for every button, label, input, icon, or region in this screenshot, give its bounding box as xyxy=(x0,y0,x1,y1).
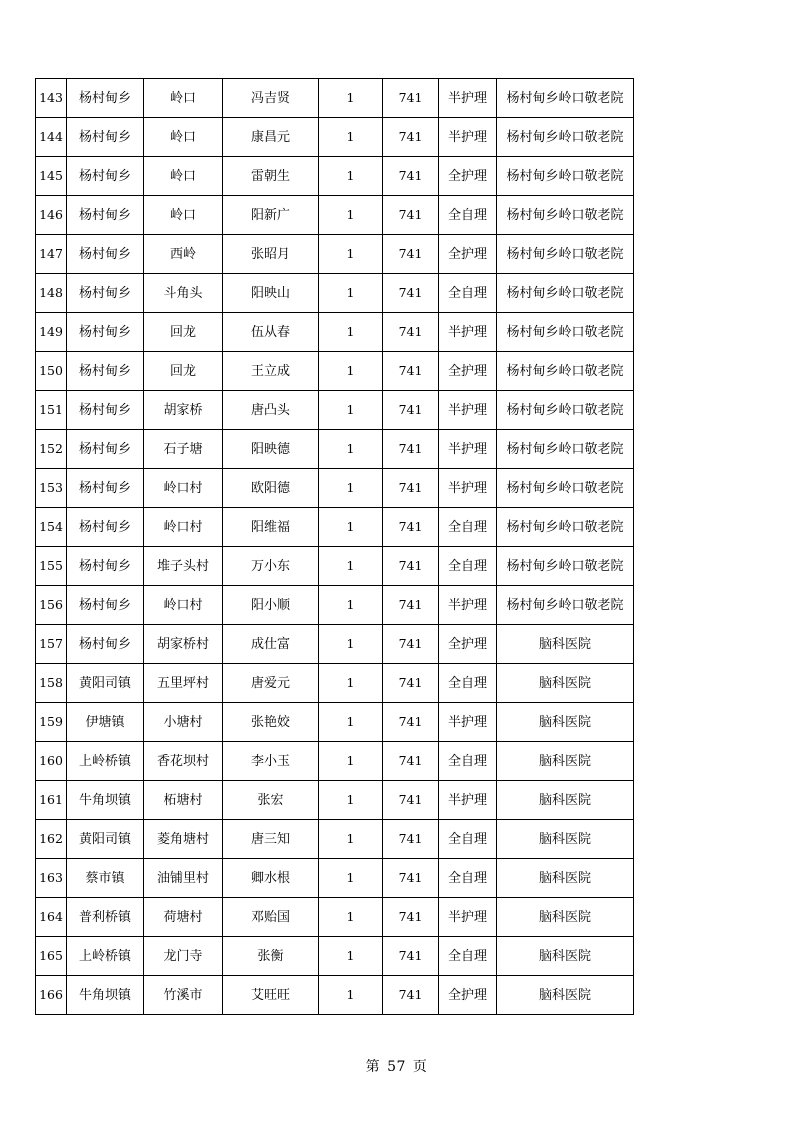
count-cell: 1 xyxy=(319,586,383,625)
count-cell: 1 xyxy=(319,742,383,781)
institution-cell: 杨村甸乡岭口敬老院 xyxy=(497,430,634,469)
count-cell: 1 xyxy=(319,274,383,313)
row-number-cell: 163 xyxy=(36,859,67,898)
care-level-cell: 全护理 xyxy=(439,976,497,1015)
row-number-cell: 149 xyxy=(36,313,67,352)
care-level-cell: 半护理 xyxy=(439,430,497,469)
name-cell: 张艳姣 xyxy=(223,703,319,742)
township-cell: 杨村甸乡 xyxy=(67,157,144,196)
amount-cell: 741 xyxy=(383,664,439,703)
township-cell: 杨村甸乡 xyxy=(67,352,144,391)
amount-cell: 741 xyxy=(383,781,439,820)
name-cell: 邓贻国 xyxy=(223,898,319,937)
row-number-cell: 148 xyxy=(36,274,67,313)
township-cell: 上岭桥镇 xyxy=(67,937,144,976)
amount-cell: 741 xyxy=(383,274,439,313)
row-number-cell: 158 xyxy=(36,664,67,703)
township-cell: 杨村甸乡 xyxy=(67,586,144,625)
township-cell: 伊塘镇 xyxy=(67,703,144,742)
village-cell: 小塘村 xyxy=(144,703,223,742)
amount-cell: 741 xyxy=(383,508,439,547)
township-cell: 杨村甸乡 xyxy=(67,118,144,157)
count-cell: 1 xyxy=(319,937,383,976)
amount-cell: 741 xyxy=(383,235,439,274)
amount-cell: 741 xyxy=(383,79,439,118)
table-row xyxy=(36,508,634,547)
row-number-cell: 144 xyxy=(36,118,67,157)
table-row xyxy=(36,664,634,703)
data-table xyxy=(35,78,634,1015)
care-level-cell: 全自理 xyxy=(439,274,497,313)
village-cell: 香花坝村 xyxy=(144,742,223,781)
village-cell: 胡家桥 xyxy=(144,391,223,430)
name-cell: 万小东 xyxy=(223,547,319,586)
care-level-cell: 半护理 xyxy=(439,118,497,157)
care-level-cell: 全护理 xyxy=(439,235,497,274)
row-number-cell: 146 xyxy=(36,196,67,235)
amount-cell: 741 xyxy=(383,703,439,742)
count-cell: 1 xyxy=(319,898,383,937)
name-cell: 欧阳德 xyxy=(223,469,319,508)
village-cell: 胡家桥村 xyxy=(144,625,223,664)
name-cell: 李小玉 xyxy=(223,742,319,781)
name-cell: 张衡 xyxy=(223,937,319,976)
name-cell: 雷朝生 xyxy=(223,157,319,196)
count-cell: 1 xyxy=(319,157,383,196)
village-cell: 岭口村 xyxy=(144,508,223,547)
table-row xyxy=(36,235,634,274)
care-level-cell: 全自理 xyxy=(439,820,497,859)
village-cell: 回龙 xyxy=(144,313,223,352)
township-cell: 杨村甸乡 xyxy=(67,469,144,508)
count-cell: 1 xyxy=(319,508,383,547)
institution-cell: 脑科医院 xyxy=(497,820,634,859)
institution-cell: 杨村甸乡岭口敬老院 xyxy=(497,391,634,430)
count-cell: 1 xyxy=(319,547,383,586)
village-cell: 岭口村 xyxy=(144,586,223,625)
institution-cell: 杨村甸乡岭口敬老院 xyxy=(497,118,634,157)
count-cell: 1 xyxy=(319,625,383,664)
count-cell: 1 xyxy=(319,664,383,703)
count-cell: 1 xyxy=(319,352,383,391)
amount-cell: 741 xyxy=(383,313,439,352)
institution-cell: 杨村甸乡岭口敬老院 xyxy=(497,313,634,352)
name-cell: 阳小顺 xyxy=(223,586,319,625)
row-number-cell: 152 xyxy=(36,430,67,469)
row-number-cell: 159 xyxy=(36,703,67,742)
amount-cell: 741 xyxy=(383,820,439,859)
table-row xyxy=(36,79,634,118)
care-level-cell: 半护理 xyxy=(439,586,497,625)
township-cell: 黄阳司镇 xyxy=(67,820,144,859)
institution-cell: 杨村甸乡岭口敬老院 xyxy=(497,586,634,625)
township-cell: 杨村甸乡 xyxy=(67,547,144,586)
row-number-cell: 160 xyxy=(36,742,67,781)
village-cell: 岭口 xyxy=(144,118,223,157)
table-row xyxy=(36,586,634,625)
table-row xyxy=(36,313,634,352)
amount-cell: 741 xyxy=(383,547,439,586)
township-cell: 杨村甸乡 xyxy=(67,235,144,274)
care-level-cell: 全自理 xyxy=(439,508,497,547)
township-cell: 杨村甸乡 xyxy=(67,391,144,430)
amount-cell: 741 xyxy=(383,937,439,976)
table-row xyxy=(36,703,634,742)
row-number-cell: 166 xyxy=(36,976,67,1015)
township-cell: 杨村甸乡 xyxy=(67,313,144,352)
row-number-cell: 150 xyxy=(36,352,67,391)
row-number-cell: 157 xyxy=(36,625,67,664)
township-cell: 蔡市镇 xyxy=(67,859,144,898)
name-cell: 阳新广 xyxy=(223,196,319,235)
village-cell: 菱角塘村 xyxy=(144,820,223,859)
village-cell: 竹溪市 xyxy=(144,976,223,1015)
row-number-cell: 143 xyxy=(36,79,67,118)
count-cell: 1 xyxy=(319,469,383,508)
footer-prefix: 第 xyxy=(365,1059,381,1075)
row-number-cell: 162 xyxy=(36,820,67,859)
count-cell: 1 xyxy=(319,976,383,1015)
table-row xyxy=(36,469,634,508)
amount-cell: 741 xyxy=(383,469,439,508)
page-footer xyxy=(0,1056,793,1076)
name-cell: 伍从春 xyxy=(223,313,319,352)
amount-cell: 741 xyxy=(383,586,439,625)
institution-cell: 杨村甸乡岭口敬老院 xyxy=(497,157,634,196)
name-cell: 张宏 xyxy=(223,781,319,820)
institution-cell: 杨村甸乡岭口敬老院 xyxy=(497,469,634,508)
care-level-cell: 全自理 xyxy=(439,742,497,781)
village-cell: 堆子头村 xyxy=(144,547,223,586)
row-number-cell: 164 xyxy=(36,898,67,937)
care-level-cell: 半护理 xyxy=(439,469,497,508)
institution-cell: 脑科医院 xyxy=(497,976,634,1015)
care-level-cell: 全自理 xyxy=(439,196,497,235)
village-cell: 五里坪村 xyxy=(144,664,223,703)
name-cell: 唐爱元 xyxy=(223,664,319,703)
name-cell: 唐凸头 xyxy=(223,391,319,430)
institution-cell: 杨村甸乡岭口敬老院 xyxy=(497,547,634,586)
name-cell: 冯吉贤 xyxy=(223,79,319,118)
table-row xyxy=(36,118,634,157)
footer-suffix: 页 xyxy=(412,1059,428,1075)
institution-cell: 杨村甸乡岭口敬老院 xyxy=(497,79,634,118)
township-cell: 上岭桥镇 xyxy=(67,742,144,781)
care-level-cell: 半护理 xyxy=(439,781,497,820)
village-cell: 回龙 xyxy=(144,352,223,391)
count-cell: 1 xyxy=(319,391,383,430)
care-level-cell: 全自理 xyxy=(439,547,497,586)
name-cell: 阳映山 xyxy=(223,274,319,313)
institution-cell: 脑科医院 xyxy=(497,859,634,898)
amount-cell: 741 xyxy=(383,352,439,391)
count-cell: 1 xyxy=(319,781,383,820)
institution-cell: 脑科医院 xyxy=(497,625,634,664)
row-number-cell: 165 xyxy=(36,937,67,976)
institution-cell: 杨村甸乡岭口敬老院 xyxy=(497,235,634,274)
count-cell: 1 xyxy=(319,430,383,469)
row-number-cell: 151 xyxy=(36,391,67,430)
institution-cell: 脑科医院 xyxy=(497,898,634,937)
village-cell: 岭口 xyxy=(144,196,223,235)
township-cell: 牛角坝镇 xyxy=(67,976,144,1015)
township-cell: 牛角坝镇 xyxy=(67,781,144,820)
table-row xyxy=(36,196,634,235)
township-cell: 杨村甸乡 xyxy=(67,508,144,547)
township-cell: 杨村甸乡 xyxy=(67,79,144,118)
care-level-cell: 半护理 xyxy=(439,703,497,742)
name-cell: 卿水根 xyxy=(223,859,319,898)
count-cell: 1 xyxy=(319,820,383,859)
count-cell: 1 xyxy=(319,703,383,742)
table-row xyxy=(36,937,634,976)
name-cell: 成仕富 xyxy=(223,625,319,664)
village-cell: 斗角头 xyxy=(144,274,223,313)
name-cell: 唐三知 xyxy=(223,820,319,859)
table-row xyxy=(36,820,634,859)
care-level-cell: 全护理 xyxy=(439,157,497,196)
row-number-cell: 153 xyxy=(36,469,67,508)
village-cell: 龙门寺 xyxy=(144,937,223,976)
care-level-cell: 半护理 xyxy=(439,79,497,118)
care-level-cell: 全护理 xyxy=(439,625,497,664)
row-number-cell: 147 xyxy=(36,235,67,274)
amount-cell: 741 xyxy=(383,391,439,430)
township-cell: 黄阳司镇 xyxy=(67,664,144,703)
row-number-cell: 145 xyxy=(36,157,67,196)
table-row xyxy=(36,547,634,586)
row-number-cell: 156 xyxy=(36,586,67,625)
institution-cell: 脑科医院 xyxy=(497,742,634,781)
table-row xyxy=(36,742,634,781)
table-row xyxy=(36,625,634,664)
table-row xyxy=(36,352,634,391)
amount-cell: 741 xyxy=(383,118,439,157)
institution-cell: 杨村甸乡岭口敬老院 xyxy=(497,352,634,391)
row-number-cell: 161 xyxy=(36,781,67,820)
care-level-cell: 全自理 xyxy=(439,664,497,703)
institution-cell: 脑科医院 xyxy=(497,781,634,820)
village-cell: 荷塘村 xyxy=(144,898,223,937)
township-cell: 杨村甸乡 xyxy=(67,196,144,235)
row-number-cell: 154 xyxy=(36,508,67,547)
count-cell: 1 xyxy=(319,196,383,235)
village-cell: 西岭 xyxy=(144,235,223,274)
township-cell: 普利桥镇 xyxy=(67,898,144,937)
amount-cell: 741 xyxy=(383,430,439,469)
table-row xyxy=(36,430,634,469)
care-level-cell: 半护理 xyxy=(439,391,497,430)
amount-cell: 741 xyxy=(383,742,439,781)
count-cell: 1 xyxy=(319,313,383,352)
table-row xyxy=(36,781,634,820)
village-cell: 柘塘村 xyxy=(144,781,223,820)
page-number: 57 xyxy=(387,1059,406,1075)
amount-cell: 741 xyxy=(383,196,439,235)
village-cell: 油铺里村 xyxy=(144,859,223,898)
care-level-cell: 全自理 xyxy=(439,859,497,898)
row-number-cell: 155 xyxy=(36,547,67,586)
amount-cell: 741 xyxy=(383,976,439,1015)
table-row xyxy=(36,391,634,430)
name-cell: 康昌元 xyxy=(223,118,319,157)
name-cell: 王立成 xyxy=(223,352,319,391)
institution-cell: 杨村甸乡岭口敬老院 xyxy=(497,274,634,313)
township-cell: 杨村甸乡 xyxy=(67,274,144,313)
count-cell: 1 xyxy=(319,118,383,157)
institution-cell: 脑科医院 xyxy=(497,664,634,703)
table-row xyxy=(36,859,634,898)
table-row xyxy=(36,898,634,937)
count-cell: 1 xyxy=(319,859,383,898)
table-row xyxy=(36,976,634,1015)
name-cell: 阳维福 xyxy=(223,508,319,547)
count-cell: 1 xyxy=(319,79,383,118)
care-level-cell: 半护理 xyxy=(439,898,497,937)
village-cell: 岭口 xyxy=(144,79,223,118)
institution-cell: 脑科医院 xyxy=(497,703,634,742)
institution-cell: 杨村甸乡岭口敬老院 xyxy=(497,196,634,235)
village-cell: 岭口 xyxy=(144,157,223,196)
care-level-cell: 全护理 xyxy=(439,352,497,391)
amount-cell: 741 xyxy=(383,859,439,898)
table-row xyxy=(36,157,634,196)
name-cell: 阳映德 xyxy=(223,430,319,469)
institution-cell: 脑科医院 xyxy=(497,937,634,976)
name-cell: 艾旺旺 xyxy=(223,976,319,1015)
table-row xyxy=(36,274,634,313)
care-level-cell: 半护理 xyxy=(439,313,497,352)
institution-cell: 杨村甸乡岭口敬老院 xyxy=(497,508,634,547)
amount-cell: 741 xyxy=(383,898,439,937)
village-cell: 石子塘 xyxy=(144,430,223,469)
name-cell: 张昭月 xyxy=(223,235,319,274)
care-level-cell: 全自理 xyxy=(439,937,497,976)
township-cell: 杨村甸乡 xyxy=(67,625,144,664)
amount-cell: 741 xyxy=(383,625,439,664)
count-cell: 1 xyxy=(319,235,383,274)
amount-cell: 741 xyxy=(383,157,439,196)
village-cell: 岭口村 xyxy=(144,469,223,508)
township-cell: 杨村甸乡 xyxy=(67,430,144,469)
